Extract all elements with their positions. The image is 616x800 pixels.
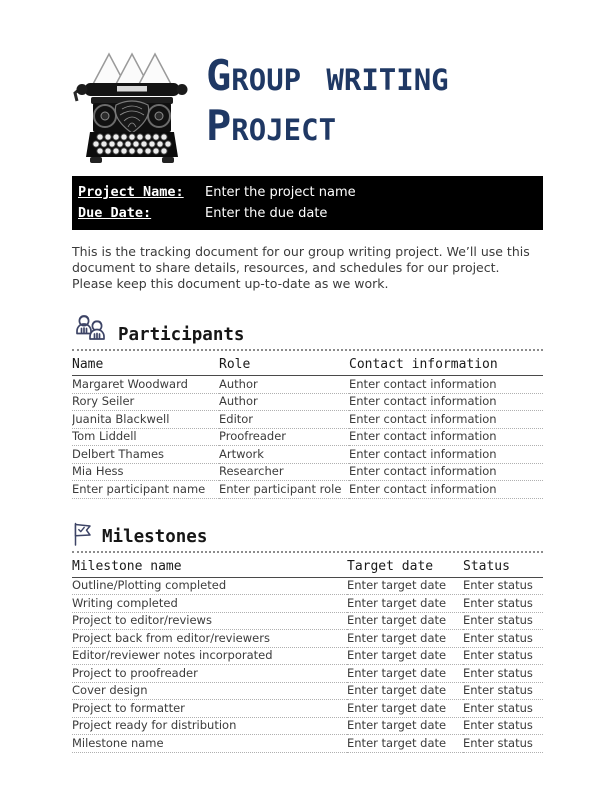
table-cell[interactable]: Tom Liddell <box>72 428 219 446</box>
table-row <box>72 577 543 595</box>
column-header-milestone-name: Milestone name <box>72 558 347 578</box>
table-cell[interactable]: Enter target date <box>347 665 463 683</box>
table-cell[interactable]: Enter contact information <box>349 428 543 446</box>
table-cell[interactable]: Proofreader <box>219 428 349 446</box>
table-cell[interactable]: Enter status <box>463 595 543 613</box>
table-cell[interactable]: Cover design <box>72 682 347 700</box>
table-cell[interactable]: Enter participant name <box>72 481 219 499</box>
project-name-value[interactable]: Enter the project name <box>205 185 356 200</box>
participants-table <box>72 356 543 499</box>
milestones-table <box>72 558 543 753</box>
participants-section <box>72 313 543 499</box>
table-cell[interactable]: Enter contact information <box>349 446 543 464</box>
participants-header-row <box>72 356 543 376</box>
table-cell[interactable]: Enter status <box>463 735 543 753</box>
table-cell[interactable]: Enter status <box>463 577 543 595</box>
table-cell[interactable]: Enter contact information <box>349 411 543 429</box>
table-cell[interactable]: Enter contact information <box>349 463 543 481</box>
table-cell[interactable]: Enter status <box>463 717 543 735</box>
flag-icon <box>72 522 93 548</box>
table-cell[interactable]: Enter status <box>463 682 543 700</box>
table-cell[interactable]: Editor <box>219 411 349 429</box>
table-cell[interactable]: Enter target date <box>347 717 463 735</box>
project-info-banner <box>72 176 543 230</box>
project-name-row <box>72 181 543 202</box>
table-cell[interactable]: Project to formatter <box>72 700 347 718</box>
table-cell[interactable]: Juanita Blackwell <box>72 411 219 429</box>
table-row <box>72 595 543 613</box>
table-cell[interactable]: Enter status <box>463 665 543 683</box>
table-cell[interactable]: Editor/reviewer notes incorporated <box>72 647 347 665</box>
table-row <box>72 376 543 394</box>
column-header-contact: Contact information <box>349 356 543 376</box>
intro-paragraph: This is the tracking document for our group writing project. We’ll use this document to share details, resources, and schedules for our project. Please keep this document up-to-date as we work. <box>72 244 530 291</box>
table-cell[interactable]: Researcher <box>219 463 349 481</box>
typewriter-image <box>72 45 192 167</box>
table-row <box>72 612 543 630</box>
participants-heading-row <box>72 313 543 351</box>
table-cell[interactable]: Enter contact information <box>349 481 543 499</box>
table-row <box>72 665 543 683</box>
table-cell[interactable]: Project to proofreader <box>72 665 347 683</box>
table-row <box>72 411 543 429</box>
table-row <box>72 630 543 648</box>
due-date-label: Due Date: <box>78 205 152 221</box>
table-cell[interactable]: Enter target date <box>347 682 463 700</box>
column-header-role: Role <box>219 356 349 376</box>
table-cell[interactable]: Enter status <box>463 630 543 648</box>
table-row <box>72 735 543 753</box>
table-cell[interactable]: Enter contact information <box>349 376 543 394</box>
table-cell[interactable]: Enter status <box>463 647 543 665</box>
table-cell[interactable]: Enter status <box>463 700 543 718</box>
milestones-header-row <box>72 558 543 578</box>
table-cell[interactable]: Enter target date <box>347 595 463 613</box>
table-cell[interactable]: Author <box>219 376 349 394</box>
table-cell[interactable]: Enter target date <box>347 647 463 665</box>
table-cell[interactable]: Milestone name <box>72 735 347 753</box>
table-row <box>72 682 543 700</box>
table-cell[interactable]: Author <box>219 393 349 411</box>
table-cell[interactable]: Project to editor/reviews <box>72 612 347 630</box>
table-cell[interactable]: Rory Seiler <box>72 393 219 411</box>
table-row <box>72 428 543 446</box>
people-icon <box>72 313 109 346</box>
page-title-line1: Group writing <box>206 51 449 100</box>
table-cell[interactable]: Enter target date <box>347 700 463 718</box>
table-row <box>72 717 543 735</box>
table-cell[interactable]: Enter target date <box>347 735 463 753</box>
column-header-name: Name <box>72 356 219 376</box>
participants-heading: Participants <box>118 325 245 345</box>
table-row <box>72 393 543 411</box>
table-cell[interactable]: Enter contact information <box>349 393 543 411</box>
table-row <box>72 481 543 499</box>
column-header-target-date: Target date <box>347 558 463 578</box>
table-row <box>72 463 543 481</box>
table-cell[interactable]: Enter status <box>463 612 543 630</box>
milestones-heading: Milestones <box>102 526 208 547</box>
table-cell[interactable]: Margaret Woodward <box>72 376 219 394</box>
table-row <box>72 446 543 464</box>
table-cell[interactable]: Enter target date <box>347 577 463 595</box>
table-cell[interactable]: Writing completed <box>72 595 347 613</box>
page-title-line2: Project <box>206 101 337 150</box>
page-title <box>206 51 449 151</box>
table-cell[interactable]: Mia Hess <box>72 463 219 481</box>
table-cell[interactable]: Artwork <box>219 446 349 464</box>
table-row <box>72 700 543 718</box>
due-date-row <box>72 202 543 223</box>
milestones-section <box>72 522 543 753</box>
project-name-label: Project Name: <box>78 184 184 200</box>
table-cell[interactable]: Enter participant role <box>219 481 349 499</box>
table-row <box>72 647 543 665</box>
table-cell[interactable]: Outline/Plotting completed <box>72 577 347 595</box>
table-cell[interactable]: Enter target date <box>347 612 463 630</box>
document-header <box>72 45 543 167</box>
column-header-status: Status <box>463 558 543 578</box>
due-date-value[interactable]: Enter the due date <box>205 206 328 221</box>
table-cell[interactable]: Delbert Thames <box>72 446 219 464</box>
table-cell[interactable]: Enter target date <box>347 630 463 648</box>
table-cell[interactable]: Project ready for distribution <box>72 717 347 735</box>
table-cell[interactable]: Project back from editor/reviewers <box>72 630 347 648</box>
milestones-heading-row <box>72 522 543 553</box>
